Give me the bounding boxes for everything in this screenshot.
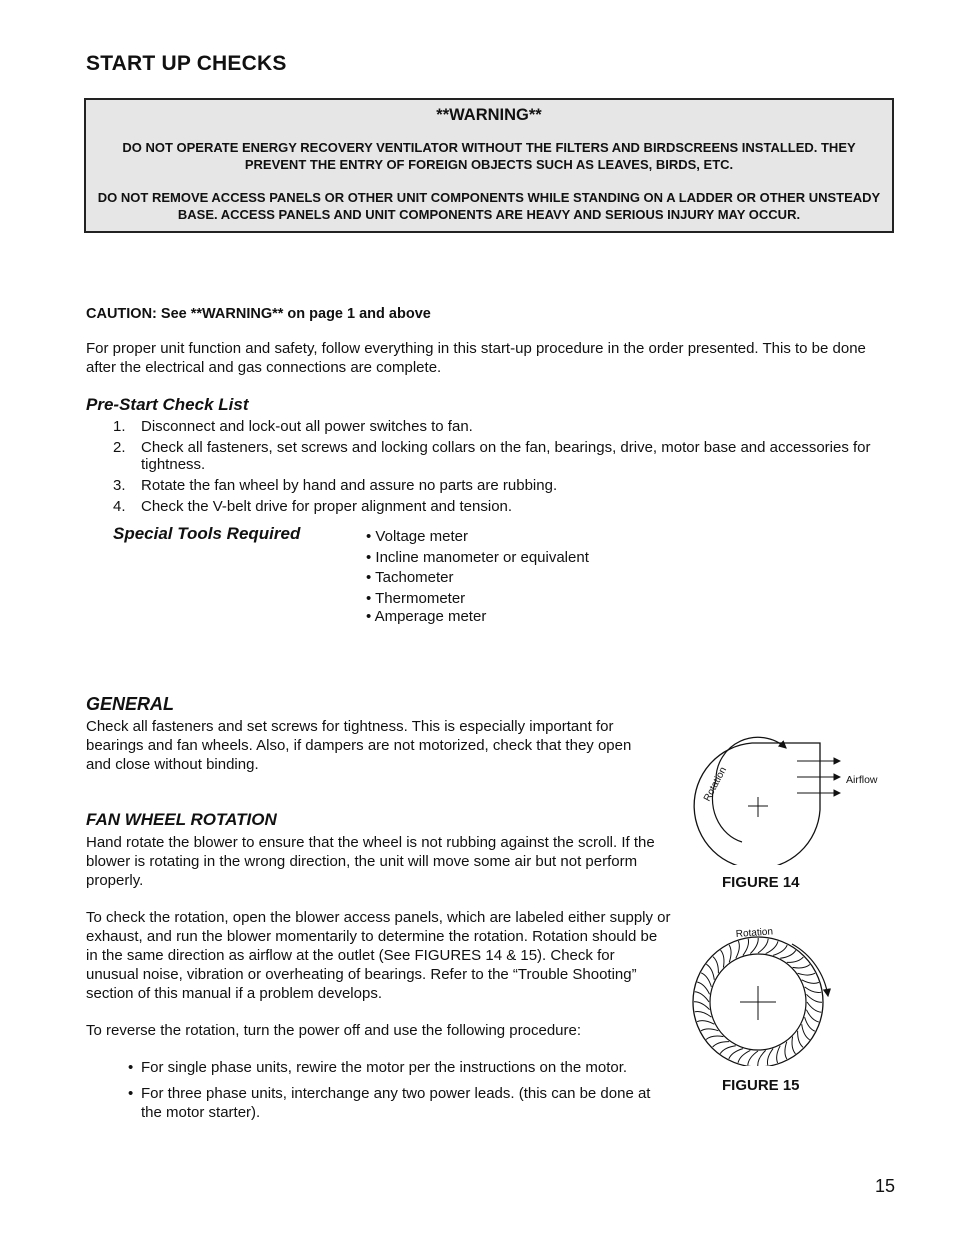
fan-blade (793, 965, 810, 968)
fan-blade (743, 939, 749, 956)
fan-blade (805, 987, 822, 993)
figure-14-scroll-diagram (690, 735, 890, 865)
bullet-icon: • (128, 1085, 134, 1102)
tool-item: • Incline manometer or equivalent (366, 548, 589, 566)
fan-rotation-paragraph-2: To check the rotation, open the blower access panels, which are labeled either supply or exhaust, and run the blower momentarily to determine the rotation. Rotation should be in the same direction as airflow at the outlet (See FIGURES 14 & 15). Check for unusual noise, vibration or overheating of bearings. Refer to the “Trouble Shooting” section of this manual if a problem develops. (86, 909, 671, 1002)
list-item-text: Disconnect and lock-out all power switches to fan. (141, 418, 473, 435)
fan-rotation-paragraph-3: To reverse the rotation, turn the power off and use the following procedure: (86, 1022, 582, 1039)
general-heading: GENERAL (86, 694, 175, 714)
fan-blade (750, 938, 758, 954)
list-item (113, 418, 873, 435)
fan-blade (706, 1036, 723, 1039)
fan-rotation-paragraph-1: Hand rotate the blower to ensure that the wheel is not rubbing against the scroll. If the blower is rotating in the wrong direction, the unit will move some air but not perform properly. (86, 834, 655, 889)
general-paragraph: Check all fasteners and set screws for tightness. This is especially important for bearings and fan wheels. Also, if dampers are not motorized, check that they open and close without binding. (86, 718, 632, 773)
list-item (128, 1084, 658, 1122)
page-title: START UP CHECKS (86, 52, 287, 75)
list-item-number: 1. (113, 418, 126, 435)
fan-rotation-heading: FAN WHEEL ROTATION (86, 810, 277, 829)
list-item-text: Rotate the fan wheel by hand and assure no parts are rubbing. (141, 477, 558, 494)
prestart-checklist (113, 418, 873, 519)
fan-blade (806, 994, 822, 1002)
fan-blade (721, 950, 724, 967)
fan-blade (713, 1042, 730, 1048)
fan-blade (713, 957, 719, 974)
fan-blade (697, 1021, 714, 1025)
intro-paragraph: For proper unit function and safety, follow everything in this start-up procedure in the order presented. This to be done after the electrical and gas connections are complete. (86, 340, 866, 376)
list-item-number: 4. (113, 498, 126, 515)
fan-blade (767, 1049, 773, 1066)
list-item (113, 498, 873, 515)
list-item-text: For single phase units, rewire the motor per the instructions on the motor. (141, 1059, 628, 1076)
list-item-text: For three phase units, interchange any two power leads. (this can be done at the motor starter). (141, 1085, 651, 1121)
fan-blade (777, 1046, 781, 1063)
figure-15-wheel-diagram (688, 926, 838, 1066)
fan-blade (695, 1011, 712, 1017)
fan-blade (787, 957, 804, 963)
list-item-text: Check the V-belt drive for proper alignment and tension. (141, 498, 513, 515)
tool-item: • Thermometer (366, 589, 466, 607)
list-item-text: Check all fasteners, set screws and locking collars on the fan, bearings, drive, motor base and accessories for tightness. (141, 439, 871, 473)
rotation-arrow-icon (792, 944, 828, 996)
fan-blade (736, 941, 740, 958)
fan-blade (748, 1051, 758, 1065)
tool-item: • Amperage meter (366, 607, 487, 625)
caution-note: CAUTION: See **WARNING** on page 1 and above (86, 306, 431, 322)
list-item-number: 3. (113, 477, 126, 494)
tool-item: • Voltage meter (366, 528, 468, 545)
page-number: 15 (875, 1176, 896, 1196)
fan-blade (758, 939, 768, 953)
warning-paragraph-access-panels: DO NOT REMOVE ACCESS PANELS OR OTHER UNIT COMPONENTS WHILE STANDING ON A LADDER OR OTHER UNSTEADY BASE. ACCESS PANELS AND UNIT COMPONENTS ARE HEAVY AND SERIOUS INJURY MAY OCCUR. (97, 190, 881, 222)
fan-blade (798, 973, 816, 975)
warning-box (84, 98, 894, 233)
tool-item: • Tachometer (366, 569, 454, 586)
fan-blade (758, 1050, 766, 1066)
fan-blade (802, 980, 819, 984)
tools-list (366, 528, 589, 628)
list-item (113, 439, 873, 473)
fan-blade (701, 1029, 719, 1031)
list-item (128, 1058, 658, 1077)
rotation-label: Rotation (701, 765, 730, 804)
list-item (113, 477, 873, 494)
list-item-number: 2. (113, 439, 126, 456)
fan-blade (807, 1002, 821, 1012)
fan-blade (798, 1031, 804, 1048)
fan-blade (792, 1037, 795, 1054)
fan-blade (729, 945, 731, 963)
fan-blade (694, 1002, 710, 1010)
fan-blade (695, 992, 709, 1002)
airflow-label: Airflow (846, 774, 878, 786)
reverse-rotation-list (128, 1058, 658, 1129)
figure-14-caption: FIGURE 14 (722, 874, 800, 891)
bullet-icon: • (128, 1059, 134, 1076)
warning-title: **WARNING** (436, 106, 542, 124)
fan-blade (785, 1042, 787, 1060)
figure-15-caption: FIGURE 15 (722, 1077, 800, 1094)
tools-heading: Special Tools Required (113, 524, 301, 543)
rotation-label: Rotation (735, 926, 774, 940)
prestart-heading: Pre-Start Check List (86, 395, 249, 414)
warning-paragraph-filters: DO NOT OPERATE ENERGY RECOVERY VENTILATOR WITHOUT THE FILTERS AND BIRDSCREENS INSTALLED. THEY PREVENT THE ENTRY OF FOREIGN OBJECTS SUCH AS LEAVES, BIRDS, ETC. (122, 140, 856, 172)
